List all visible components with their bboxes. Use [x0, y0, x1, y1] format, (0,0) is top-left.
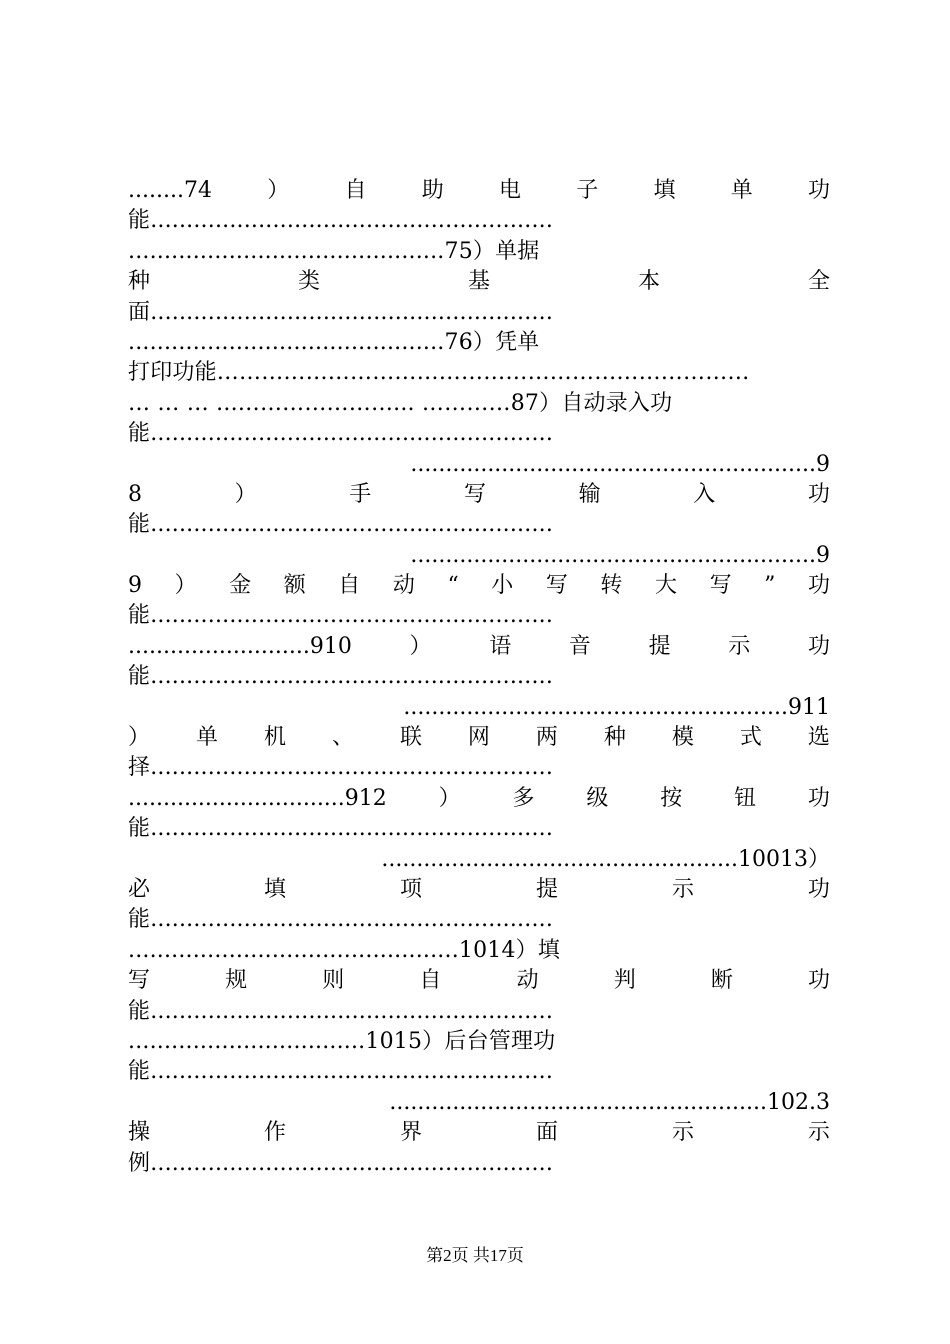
toc-text: 写 — [463, 481, 486, 507]
toc-text: 填 — [263, 876, 286, 902]
toc-text: ...............................912 — [128, 785, 387, 811]
toc-text: 项 — [399, 876, 422, 902]
toc-text: ........74 — [128, 178, 212, 203]
toc-text: ............................................76）凭单 — [128, 329, 540, 355]
toc-text: 模 — [671, 725, 694, 751]
toc-text: 单 — [195, 725, 218, 751]
toc-text: 转 — [600, 573, 623, 599]
toc-text: 选 — [807, 725, 830, 751]
toc-line — [128, 510, 830, 540]
toc-text: 8 — [128, 481, 142, 507]
toc-text: ...................................................10013） — [381, 846, 830, 872]
toc-text: 自 — [344, 178, 367, 203]
toc-line — [128, 936, 830, 966]
toc-text: 能........................................................ — [128, 816, 554, 842]
toc-line — [128, 784, 830, 814]
toc-text: 手 — [349, 481, 372, 507]
toc-line — [128, 753, 830, 783]
toc-text: 能........................................................ — [128, 664, 554, 690]
toc-line — [128, 419, 830, 449]
toc-line — [128, 966, 830, 996]
toc-text: 多 — [512, 785, 535, 811]
toc-text: 判 — [613, 968, 636, 994]
toc-line — [128, 632, 830, 662]
toc-line — [128, 480, 830, 510]
toc-text: 界 — [399, 1120, 422, 1146]
toc-text: 功 — [807, 573, 830, 599]
toc-text: 机 — [263, 725, 286, 751]
toc-text: 金 — [229, 573, 252, 599]
toc-text: 功 — [807, 876, 830, 902]
toc-text: 操 — [128, 1120, 151, 1146]
toc-text: “ — [447, 573, 459, 599]
toc-text: 电 — [498, 178, 521, 203]
toc-line — [128, 1088, 830, 1118]
toc-text: .......................................................911 — [403, 694, 830, 720]
toc-text: ..........................................................9 — [410, 451, 830, 477]
toc-text: 级 — [586, 785, 609, 811]
toc-line — [128, 267, 830, 297]
toc-text: 能........................................................ — [128, 998, 554, 1024]
toc-text: … … … ...…………………... …………87）自动录入功 — [128, 390, 673, 416]
toc-text: 能........................................................ — [128, 1059, 554, 1085]
toc-line — [128, 997, 830, 1027]
toc-text: 示 — [728, 633, 751, 659]
toc-line — [128, 875, 830, 905]
toc-line — [128, 176, 830, 206]
toc-line — [128, 814, 830, 844]
toc-text: 自 — [419, 968, 442, 994]
toc-text: 输 — [578, 481, 601, 507]
toc-text: 额 — [283, 573, 306, 599]
toc-line — [128, 723, 830, 753]
toc-text: ..........................910 — [128, 633, 352, 659]
toc-text: 网 — [467, 725, 490, 751]
toc-text: 功 — [807, 481, 830, 507]
toc-text: 则 — [322, 968, 345, 994]
toc-text: ..........................................................9 — [410, 542, 830, 568]
toc-line — [128, 693, 830, 723]
toc-text: 能........................................................ — [128, 907, 554, 933]
toc-text: 提 — [535, 876, 558, 902]
toc-text: 本 — [637, 269, 660, 295]
toc-text: ” — [764, 573, 776, 599]
toc-text: 能........................................................ — [128, 421, 554, 447]
toc-line — [128, 601, 830, 631]
toc-text: 种 — [603, 725, 626, 751]
page-footer: 第2页 共17页 — [426, 1246, 524, 1265]
toc-line — [128, 541, 830, 571]
toc-text: 能........................................................ — [128, 208, 554, 234]
toc-text: ） — [409, 633, 432, 659]
toc-line — [128, 450, 830, 480]
toc-text: 按 — [660, 785, 683, 811]
toc-text: ......................................................102.3 — [389, 1089, 830, 1115]
toc-text: 式 — [739, 725, 762, 751]
toc-text: 面........................................................ — [128, 299, 554, 325]
toc-text: 自 — [338, 573, 361, 599]
toc-text: 示 — [671, 1120, 694, 1146]
toc-line — [128, 1057, 830, 1087]
toc-text: 断 — [710, 968, 733, 994]
toc-line — [128, 905, 830, 935]
toc-text: 全 — [807, 269, 830, 295]
toc-text: ） — [234, 481, 257, 507]
toc-line — [128, 1027, 830, 1057]
table-of-contents — [128, 176, 830, 1179]
toc-line — [128, 358, 830, 388]
toc-text: 小 — [491, 573, 514, 599]
toc-line — [128, 237, 830, 267]
toc-text: 写 — [709, 573, 732, 599]
toc-line — [128, 845, 830, 875]
toc-text: 子 — [576, 178, 599, 203]
toc-line — [128, 1118, 830, 1148]
toc-text: 填 — [653, 178, 676, 203]
toc-text: ） — [438, 785, 461, 811]
toc-text: 两 — [535, 725, 558, 751]
toc-text: 大 — [655, 573, 678, 599]
toc-line — [128, 298, 830, 328]
toc-text: 单 — [730, 178, 753, 203]
toc-text: 能........................................................ — [128, 512, 554, 538]
toc-text: 功 — [807, 178, 830, 203]
toc-line — [128, 1149, 830, 1179]
toc-text: 语 — [489, 633, 512, 659]
toc-text: 9 — [128, 573, 142, 599]
toc-line — [128, 389, 830, 419]
toc-text: 择........................................................ — [128, 755, 554, 781]
toc-text: ） — [174, 573, 197, 599]
toc-line — [128, 662, 830, 692]
toc-text: 能........................................................ — [128, 603, 554, 629]
toc-text: 打印功能……………………………………………………………… — [128, 360, 750, 386]
toc-text: 种 — [128, 269, 151, 295]
toc-text: 示 — [807, 1120, 830, 1146]
toc-text: 功 — [807, 785, 830, 811]
toc-text: 钮 — [734, 785, 757, 811]
toc-text: 提 — [648, 633, 671, 659]
toc-text: 功 — [807, 968, 830, 994]
toc-text: 规 — [225, 968, 248, 994]
toc-text: 动 — [516, 968, 539, 994]
toc-text: 例........................................................ — [128, 1150, 554, 1176]
toc-text: 助 — [421, 178, 444, 203]
toc-text: 、 — [331, 725, 354, 751]
toc-text: ） — [267, 178, 290, 203]
toc-text: 基 — [467, 269, 490, 295]
toc-line — [128, 206, 830, 236]
toc-text: 功 — [807, 633, 830, 659]
toc-line — [128, 571, 830, 601]
toc-text: ............................................75）单据 — [128, 238, 540, 264]
toc-text: 必 — [128, 876, 151, 902]
toc-text: ..............................................1014）填 — [128, 937, 561, 963]
toc-text: .................................1015）后台管理功 — [128, 1028, 556, 1054]
toc-text: 示 — [671, 876, 694, 902]
toc-text: 联 — [399, 725, 422, 751]
toc-text: 面 — [535, 1120, 558, 1146]
toc-text: 动 — [392, 573, 415, 599]
toc-text: 入 — [693, 481, 716, 507]
toc-line — [128, 328, 830, 358]
toc-text: 作 — [263, 1120, 286, 1146]
toc-text: 写 — [545, 573, 568, 599]
toc-text: ） — [128, 725, 151, 751]
toc-text: 类 — [297, 269, 320, 295]
toc-text: 写 — [128, 968, 151, 994]
toc-text: 音 — [568, 633, 591, 659]
